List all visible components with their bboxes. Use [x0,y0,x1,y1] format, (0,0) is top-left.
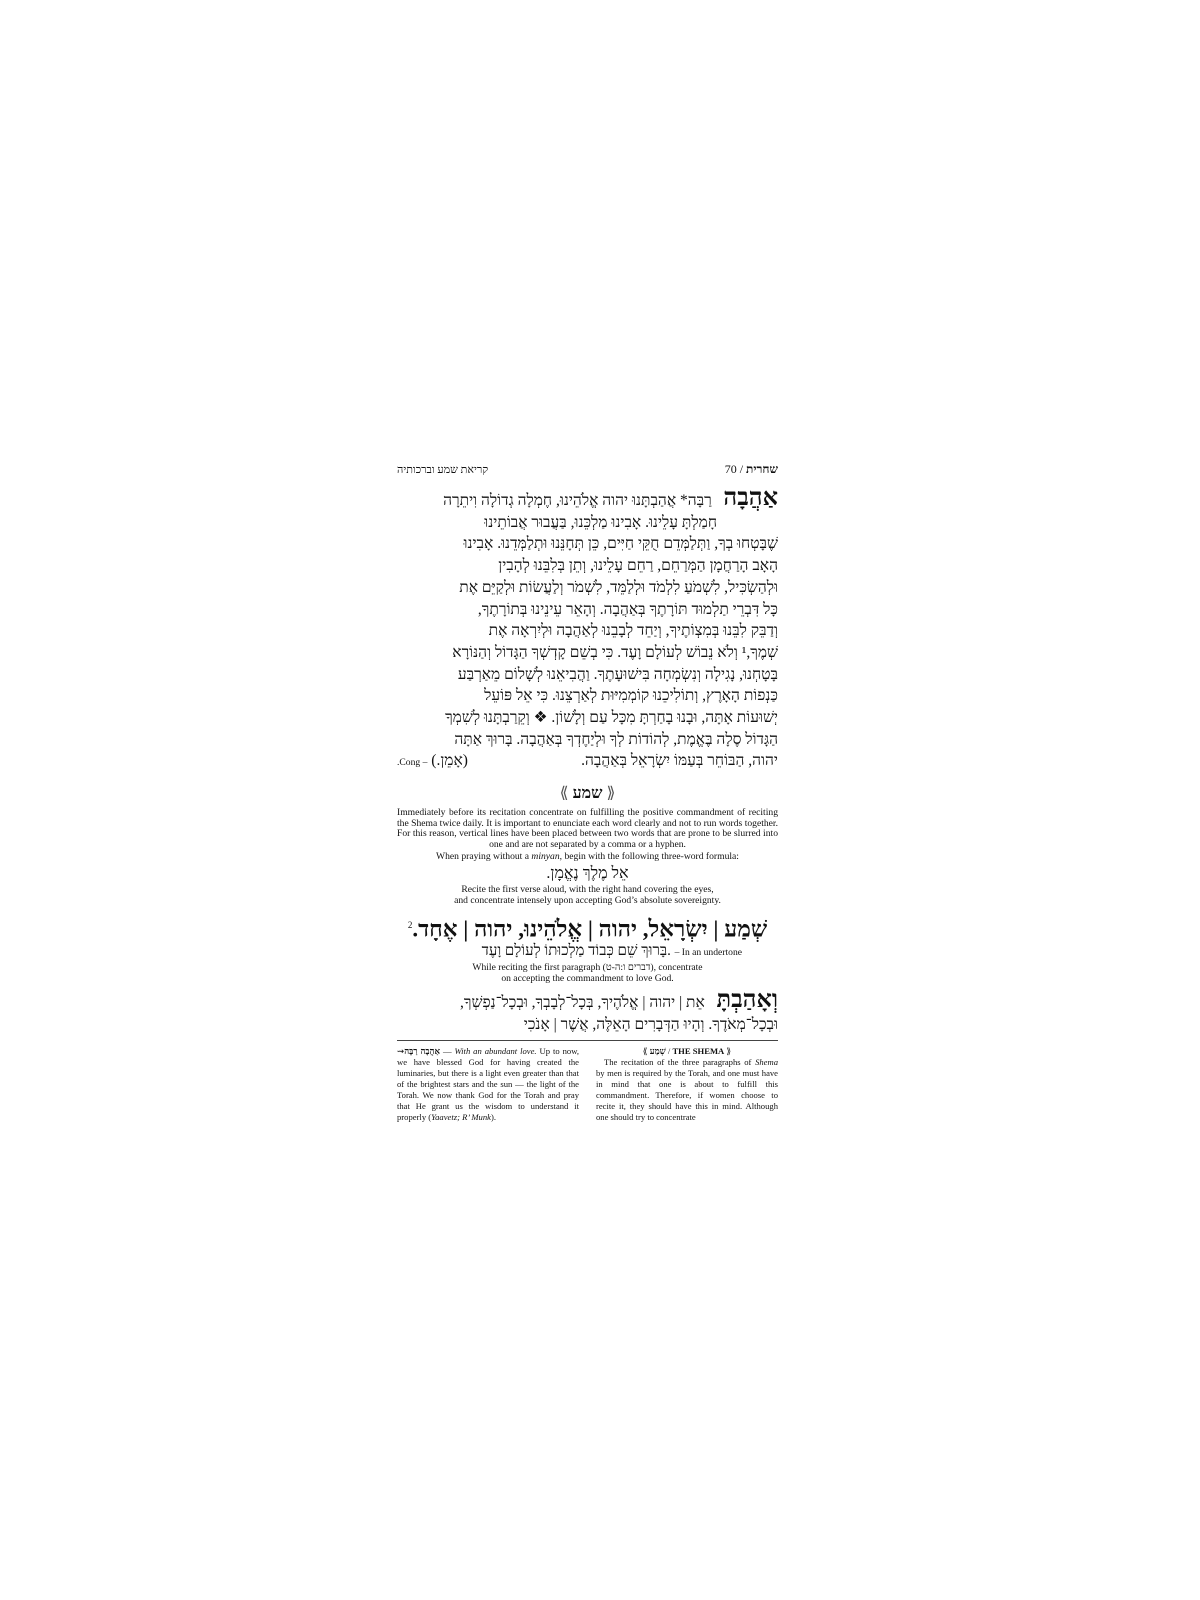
prayer-line [397,620,778,641]
prayer-line-inner [463,533,778,554]
prayer-line-inner [489,620,778,641]
prayer-line [397,729,778,750]
prayer-line-inner [484,512,717,533]
prayer-line-text: הַגָּדוֹל סֶלָה בֶּאֱמֶת, לְהוֹדוֹת לְךָ וּלְיַחֶדְךָ בְּאַהֲבָה. בָּרוּךְ אַתָּה [454,730,778,748]
prayer-line-inner [459,577,778,598]
note-ref: (דברים ו:ה-ט) [602,962,654,973]
prayer-line [397,512,717,533]
veahavta-line2-text: וּבְכָל־מְאֹדֶךָ. וְהָיוּ הַדְּבָרִים הָאֵלֶּה, אֲשֶׁר | אָנֹכִי [523,1016,778,1033]
prayer-line [397,577,778,598]
footnote-heading-english: THE SHEMA [672,1046,725,1056]
divider [397,1040,778,1041]
prayer-line [397,642,778,663]
footnote-bullet-icon: ⇝ [397,1046,405,1056]
ornament-icon: ⟫ [559,785,573,802]
prayer-line-inner [452,642,778,663]
amen: (אָמֵן.) [431,752,468,770]
ornament-icon: ⟪ [642,1046,650,1056]
baruch-shem: בָּרוּךְ שֵׁם כְּבוֹד מַלְכוּתוֹ לְעוֹלָם וָעֶד. [481,943,671,959]
prayer-line-inner [443,486,778,513]
footnote-mark: 2 [407,920,413,930]
prayer-line-inner [581,750,778,771]
paragraph-note [397,963,778,974]
footnote-heading-hebrew: אַהֲבָה רַבָּה [404,1046,440,1056]
prayer-line-text: וְדַבֵּק לִבֵּנוּ בְּמִצְוֹתֶיךָ, וְיַחֵד לְבָבֵנוּ לְאַהֲבָה וּלְיִרְאָה אֶת [488,622,778,640]
undertone-line [397,941,742,961]
prayer-line [397,599,778,620]
footnote-source: Yaavetz; R’ Munk [431,1112,491,1122]
prayer-line-inner [458,664,778,685]
shema-verse [397,910,778,940]
running-header [397,462,778,480]
prayer-line-text: הָאָב הָרַחֲמָן הַמְּרַחֵם, רַחֵם עָלֵינוּ, וְתֵן בְּלִבֵּנוּ לְהָבִין [498,557,778,575]
ornament-icon: ⟪ [602,785,616,802]
three-word-formula: אֵל מֶלֶךְ נֶאֱמָן. [546,865,629,882]
prayer-line [397,486,778,511]
prayer-line-text: רַבָּה* אֲהַבְתָּנוּ יהוה אֱלֹהֵינוּ, חֶמְלָה גְדוֹלָה וִיתֵרָה [443,492,712,509]
service-name: שחרית [746,462,778,476]
veahavta-line-2 [397,1014,778,1035]
note-pre: While reciting the first paragraph [472,962,603,973]
recite-instruction-1: Recite the first verse aloud, with the right hand covering the eyes, [461,884,714,895]
prayer-line-inner [445,707,778,728]
congregation-response [397,750,468,773]
shema-heading [397,784,778,804]
veahavta-opening: וְאָהַבְתָּ [716,987,778,1013]
footnote-end: ). [490,1112,496,1122]
ornament-icon: ⟫ [724,1046,732,1056]
prayer-line-text: כָּל דִּבְרֵי תַלְמוּד תּוֹרָתֶךָ בְּאַהֲבָה. וְהָאֵר עֵינֵינוּ בְּתוֹרָתֶךָ, [477,600,778,618]
prayer-line [397,750,778,771]
prayer-line [397,664,778,685]
minyan-word: minyan, [531,851,563,862]
prayer-line-inner [484,685,778,706]
separator: / [736,462,747,476]
footnote-shema-heading: ⟪ שְׁמַע / THE SHEMA ⟫ [642,1046,732,1056]
prayer-line-text: בָּטָחְנוּ, נָגִילָה וְנִשְׂמְחָה בִּישׁוּעָתֶךָ. וַהֲבִיאֵנוּ לְשָׁלוֹם מֵאַרְבַּע [457,665,778,683]
page-number: 70 [724,462,737,476]
minyan-post: begin with the following three-word formula: [562,851,739,862]
body-pre: The recitation of the three paragraphs of [604,1057,756,1067]
footnote-ahavah-rabbah: ⇝אַהֲבָה רַבָּה — With an abundant love. Up to now, we have blessed God for having created the luminaries, but there is a light even greater than that of the brightest stars and the sun — the light of the Torah. We now thank God for the Torah and pray that He grant us the wisdom to understand it properly (Yaavetz; R’ Munk). [397,1046,580,1122]
prayer-line-inner [498,555,778,576]
note-post: , concentrate [653,962,703,973]
page-number-area [725,462,778,477]
prayer-line [397,707,778,728]
minyan-pre: When praying without a [436,851,532,862]
footnote-shema-body [596,1057,778,1123]
shema-verse-text: שְׁמַע | יִשְׂרָאֵל, יהוה | אֱלֹהֵינוּ, יהוה | אֶחָד. [412,916,768,942]
prayer-line-text: שֶׁבָּטְחוּ בְךָ, וַתְּלַמְּדֵם חֻקֵּי חַיִּים, כֵּן תְּחָנֵּנוּ וּתְלַמְּדֵנוּ. אָבִינוּ [463,535,778,553]
shema-verse-inner [408,910,767,945]
recite-instruction-2: and concentrate intensely upon accepting God’s absolute sovereignty. [454,895,721,906]
prayer-line-text: שְׁמֶךָ,¹ וְלֹא נֵבוֹשׁ לְעוֹלָם וָעֶד. כִּי בְשֵׁם קָדְשְׁךָ הַגָּדוֹל וְהַנּוֹרָא [452,643,778,661]
prayer-line-text: יהוה, הַבּוֹחֵר בְּעַמּוֹ יִשְׂרָאֵל בְּאַהֲבָה. [581,752,778,770]
cong-label: – Cong. [397,757,428,769]
prayer-line-inner [478,599,778,620]
shema-heading-text: שמע [572,785,603,802]
prayer-line-text: חָמַלְתָּ עָלֵינוּ. אָבִינוּ מַלְכֵּנוּ, בַּעֲבוּר אֲבוֹתֵינוּ [484,513,717,531]
section-title: קריאת שמע וברכותיה [397,464,489,476]
paragraph-note-2: on accepting the commandment to love God. [501,973,674,984]
shema-word: Shema [755,1057,778,1067]
minyan-instruction [397,852,778,863]
footnote-heading-english: With an abundant love. [454,1046,537,1056]
prayer-line [397,555,778,576]
shema-instructions: Immediately before its recitation concentrate on fulfilling the positive commandment of reciting the Shema twice daily. It is important to enunciate each word clearly and not to run words together. For this reason, vertical lines have been placed between two words that are prone to be slurred into one and are not separated by a comma or a hyphen. [397,807,778,850]
footnote-shema [596,1046,778,1123]
veahavta-line-1 [397,987,778,1013]
prayer-line-text: יְשׁוּעוֹת אָתָּה, וּבָנוּ בָחַרְתָּ מִכָּל עַם וְלָשׁוֹן. ❖ וְקֵרַבְתָּנוּ לְשִׁמְךָ [445,709,778,726]
veahavta-line1-inner [460,987,778,1016]
prayer-line [397,533,778,554]
body-post: by men is required by the Torah, and one must have in mind that one is about to fulfill this commandment. Therefore, if women choose to recite it, they should have this in mind. Although one should try to concentrate [596,1068,778,1122]
prayer-line-text: וּלְהַשְׂכִּיל, לִשְׁמֹעַ לִלְמֹד וּלְלַמֵּד, לִשְׁמֹר וְלַעֲשׂוֹת וּלְקַיֵּם אֶת [459,578,778,596]
undertone-label: – In an undertone [674,947,742,958]
footnote-heading-hebrew: שְׁמַע [649,1046,666,1056]
prayer-line [397,685,778,706]
veahavta-line1-text: אֵת | יהוה | אֱלֹהֶיךָ, בְּכָל־לְבָבְךָ, וּבְכָל־נַפְשְׁךָ, [459,994,705,1011]
prayer-line-inner [454,729,778,750]
opening-word: אַהֲבָה [723,485,778,511]
footnote-body: Up to now, we have blessed God for having created the luminaries, but there is a light even greater than that of the brightest stars and the sun — the light of the Torah. We now thank God for the Torah and pray that He grant us the wisdom to understand it properly ( [397,1046,580,1122]
prayer-line-text: כַּנְפוֹת הָאָרֶץ, וְתוֹלִיכֵנוּ קוֹמְמִיּוּת לְאַרְצֵנוּ. כִּי אֵל פּוֹעֵל [484,687,778,705]
